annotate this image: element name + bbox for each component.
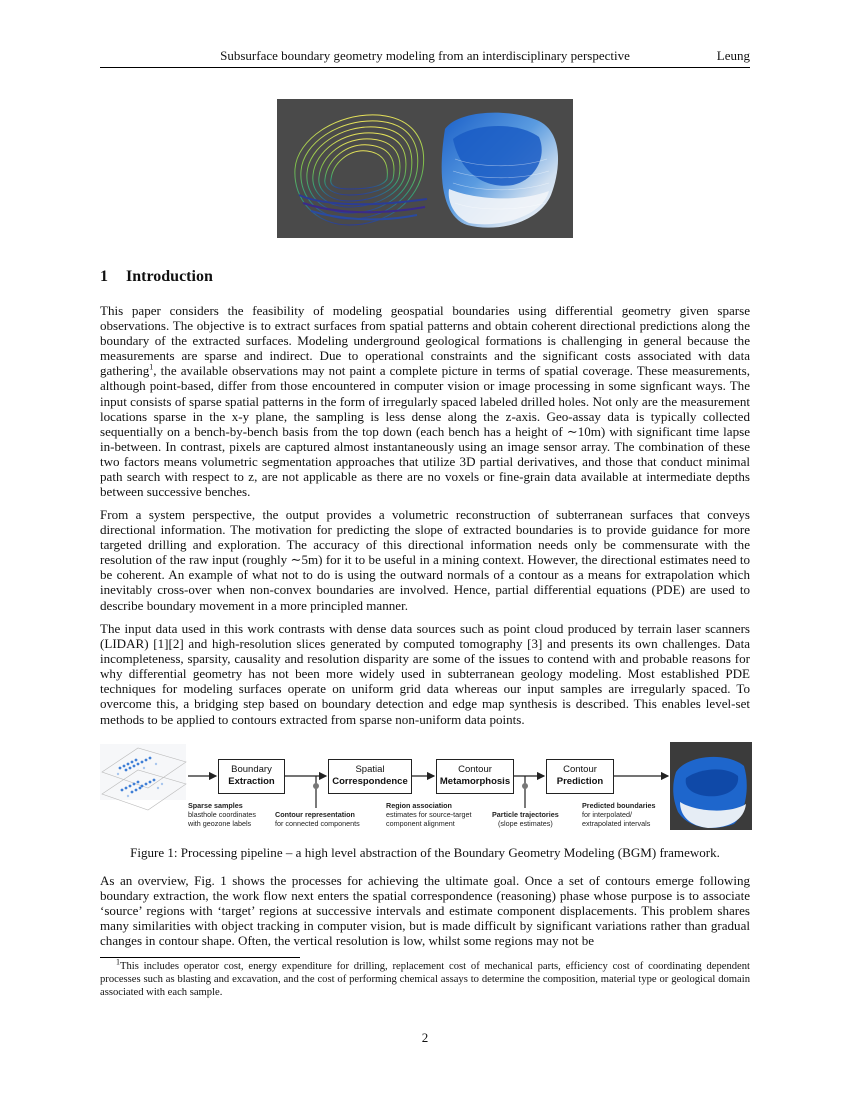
figure-1-caption: Figure 1: Processing pipeline – a high level abstraction of the Boundary Geometry Modeling (BGM) framework. [130,845,720,860]
contour-stack [295,115,427,225]
footnote-rule [100,957,300,958]
paragraph-1-text-b: , the available observations may not paint a complete picture in terms of spatial coverage. These measurements, although point-based, differ from those encountered in computer vision or image processing in some signficant ways. The input consists of sparse spatial patterns in the form of irregularly spaced labeled drilled holes. Not only are the measurement locations sparse in the x-y plane, the sampling is less dense along the z-axis. Geo-assay data is typically collected sequentially on a bench-by-bench basis from the top down (each bench has a height of ∼10m) with significant time lapse in-between. In contrast, pixels are captured almost instantaneously using an image sensor array. The combination of these two factors means volumetric segmentation approaches that utilize 3D partial derivatives, and those that conduct minimal path search with respect to z, are not applicable as there are no voxels or fine-grain data available at intermediate depths between successive benches. [100,363,750,500]
label-predicted-boundaries-l2: extrapolated intervals [582,819,651,828]
paragraph-1 [100,303,750,499]
label-sparse-samples-l1: blasthole coordinates [188,810,256,819]
label-particle-trajectories-l1: (slope estimates) [498,819,553,828]
label-sparse-samples [188,801,256,828]
particle-node [522,783,528,789]
top-figure-3d-contours [277,99,573,238]
predicted-surface-thumbnail [670,742,752,830]
label-predicted-boundaries [582,801,656,828]
section-heading [100,268,213,286]
box-contour-metamorphosis-l2: Metamorphosis [439,776,511,787]
footnote-1-marker: 1 [116,957,120,967]
label-contour-representation-title: Contour representation [275,810,355,819]
box-contour-prediction-l2: Prediction [556,776,604,787]
label-contour-representation-l1: for connected components [275,819,360,828]
label-region-association-title: Region association [386,801,452,810]
footnote-ref-1[interactable]: 1 [149,363,154,373]
label-predicted-boundaries-title: Predicted boundaries [582,801,656,810]
label-particle-trajectories [492,810,559,828]
footnote-1-text: This includes operator cost, energy expenditure for drilling, replacement cost of mechanical parts, efficiency cost of coordinating dependent processes such as blasting and excavation, and the cost of performing chemical assays to determine the composition, material type or geological domain associated with each sample. [100,961,750,998]
surface-render [442,113,558,228]
paragraph-1-text-a: This paper considers the feasibility of modeling geospatial boundaries using differential geometry given sparse observations. The objective is to extract surfaces from spatial patterns and obtain coherent directional predictions along the boundary of the extracted surfaces. Modeling underground geological formations is challenging in general because the measurements are sparse and indirect. Due to operational constraints and the significant costs associated with data gathering [100,303,750,379]
box-spatial-correspondence-l2: Correspondence [332,776,408,787]
box-contour-metamorphosis [436,759,514,794]
label-particle-trajectories-title: Particle trajectories [492,810,559,819]
box-boundary-extraction-l1: Boundary [231,764,272,775]
running-header-author: Leung [716,48,750,63]
running-header [100,48,750,66]
label-contour-representation [275,810,360,828]
contour-rep-node [313,783,319,789]
box-spatial-correspondence [328,759,412,794]
paragraph-3: The input data used in this work contrasts with dense data sources such as point cloud produced by terrain laser scanners (LIDAR) [1][2] and high-resolution slices generated by computed tomography [3] and presents its own challenges. Data incompleteness, sparsity, causality and resolution disparity are some of the issues to contend with and probable reasons for why differential geometry has not been more widely used in subterranean geology modeling. Most established PDE techniques for modeling surfaces operate on uniform grid data whereas our input samples are irregularly spaced. To overcome this, a bridging step based on boundary detection and edge map synthesis is described. This enables level-set methods to be applied to contours extracted from sparse non-uniform data points. [100,621,750,727]
box-boundary-extraction-l2: Extraction [228,776,275,787]
label-region-association [386,801,472,828]
box-contour-prediction-l1: Contour [563,764,597,775]
running-header-title: Subsurface boundary geometry modeling from an interdisciplinary perspective [220,48,630,63]
section-number: 1 [100,268,108,285]
footnote-1 [100,957,750,999]
header-rule [100,67,750,68]
label-sparse-samples-title: Sparse samples [188,801,243,810]
box-contour-prediction [546,759,614,794]
paragraph-2: From a system perspective, the output provides a volumetric reconstruction of subterranean surfaces that conveys directional information. The motivation for predicting the slope of extracted boundaries is to provide guidance for more targeted drilling and exploration. The accuracy of this directional information needs only be commensurate with the resolution of the raw input (roughly ∼5m) for it to be useful in a mining context. However, the directional estimates need to be coherent. An example of what not to do is using the outward normals of a contour as a means for extrapolation which inevitably cross-over when non-convex boundaries are involved. Hence, partial differential equations (PDE) are used to describe boundary movement in a more principled manner. [100,507,750,613]
label-predicted-boundaries-l1: for interpolated/ [582,810,632,819]
box-boundary-extraction [218,759,285,794]
label-region-association-l1: estimates for source-target [386,810,472,819]
label-region-association-l2: component alignment [386,819,455,828]
sparse-samples-thumbnail [100,744,186,810]
box-spatial-correspondence-l1: Spatial [355,764,385,775]
pipeline-figure [98,742,752,834]
top-figure-graphic [277,99,573,238]
label-sparse-samples-l2: with geozone labels [188,819,252,828]
page-number: 2 [421,1030,429,1045]
paragraph-4: As an overview, Fig. 1 shows the processes for achieving the ultimate goal. Once a set of contours emerge following boundary extraction, the work flow next enters the spatial correspondence (reasoning) phase whose purpose is to associate ‘source’ regions with ‘target’ regions at successive intervals and estimate component displacements. This problem shares many similarities with object tracking in computer vision, but is made difficult by significant variations rather than gradual changes in contour shape. Often, the vertical resolution is low, whilst some regions may not be [100,873,750,949]
section-title: Introduction [126,268,213,285]
box-contour-metamorphosis-l1: Contour [458,764,492,775]
